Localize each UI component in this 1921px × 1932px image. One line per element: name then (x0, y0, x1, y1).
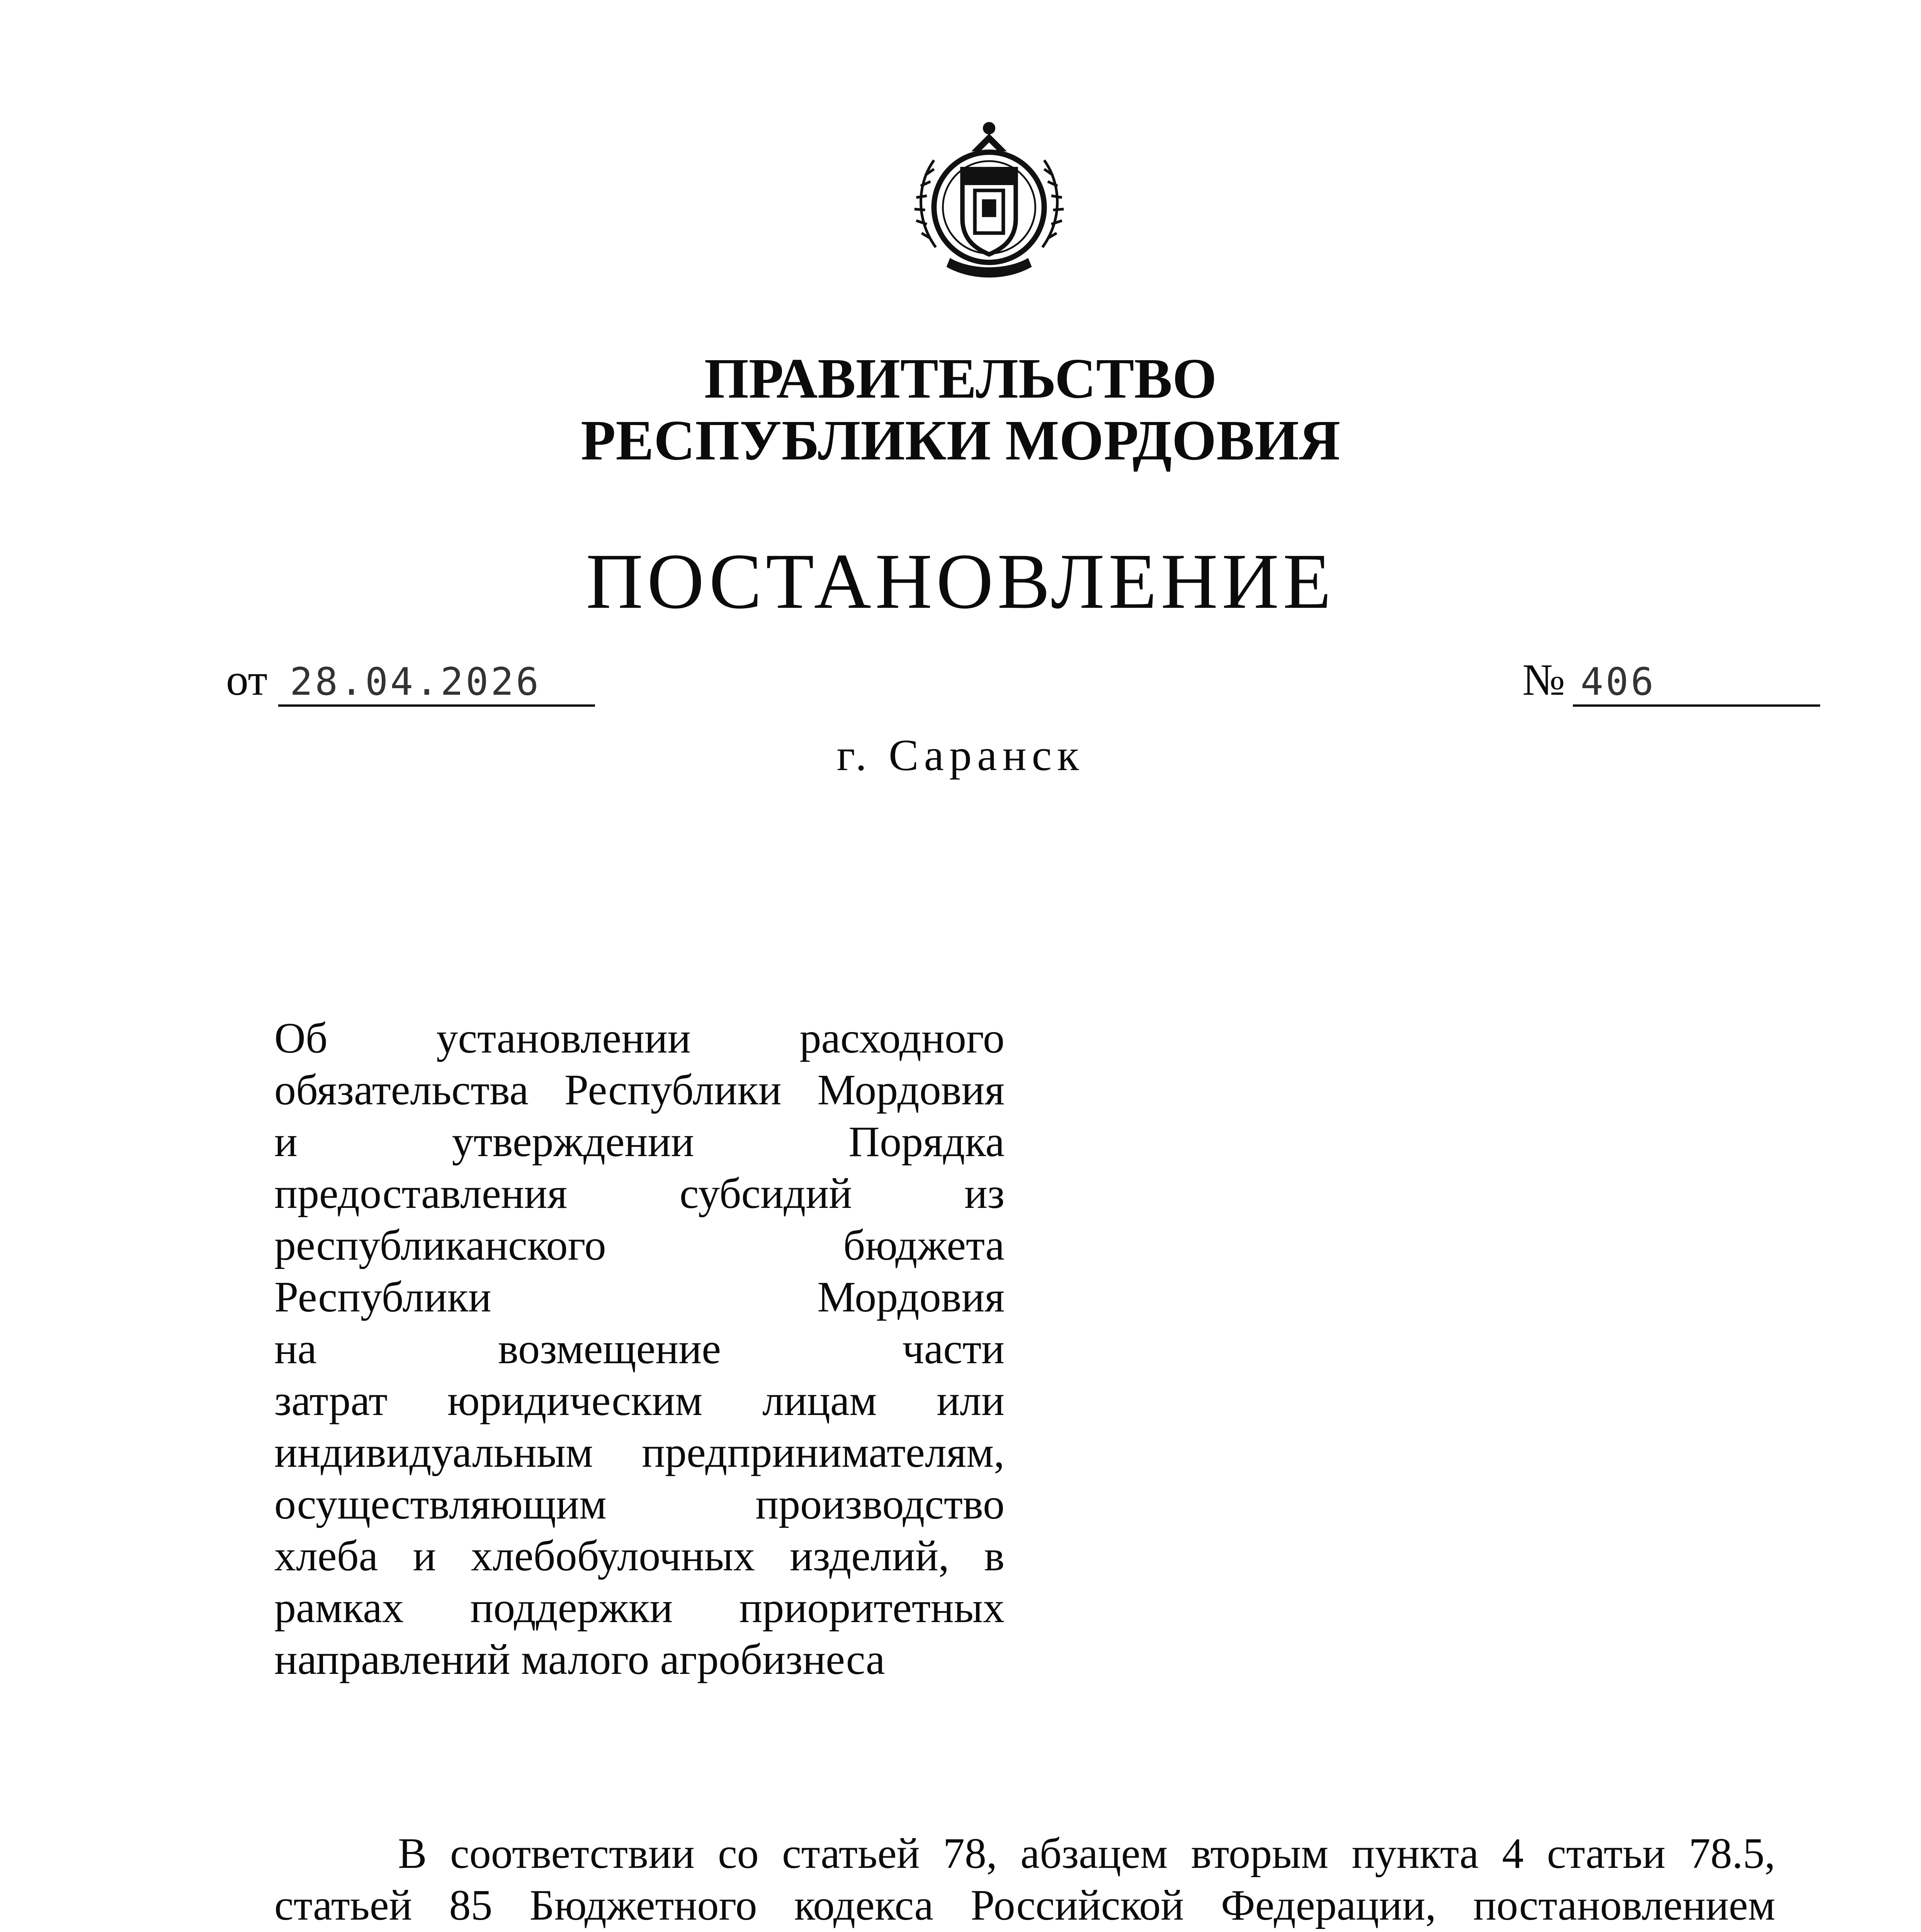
city: г. Саранск (836, 731, 1085, 780)
document-title (274, 1012, 1005, 1685)
number-label: № (1522, 655, 1565, 705)
document-date (226, 653, 595, 709)
title-line: осуществляющим производство (274, 1480, 1005, 1528)
title-line: Об установлении расходного (274, 1014, 1005, 1062)
title-line: предоставления субсидий из (274, 1170, 1005, 1218)
title-line: рамках поддержки приоритетных (274, 1584, 1005, 1632)
title-line: Республики Мордовия (274, 1273, 1005, 1321)
document-type: ПОСТАНОВЛЕНИЕ (586, 537, 1335, 625)
title-line: и утверждении Порядка (274, 1118, 1005, 1166)
document-body (274, 1828, 1775, 1932)
title-line: индивидуальным предпринимателям, (274, 1429, 1005, 1476)
title-line: обязательства Республики Мордовия (274, 1066, 1005, 1114)
title-line: хлеба и хлебобулочных изделий, в (274, 1532, 1005, 1580)
title-line: затрат юридическим лицам или (274, 1377, 1005, 1425)
title-line: республиканского бюджета (274, 1221, 1005, 1269)
date-value: 28.04.2026 (278, 655, 595, 709)
issuer-line-2: РЕСПУБЛИКИ МОРДОВИЯ (581, 409, 1340, 472)
title-line: направлений малого агробизнеса (274, 1636, 885, 1684)
title-line: на возмещение части (274, 1325, 1005, 1373)
issuer-line-1: ПРАВИТЕЛЬСТВО (704, 347, 1217, 410)
date-label: от (226, 655, 268, 705)
coat-of-arms-icon (900, 112, 1078, 294)
document-number (1522, 653, 1820, 709)
preamble-text: В соответствии со статьей 78, абзацем вторым пункта 4 статьи 78.5, статьей 85 Бюджетного кодекса Российской Федерации, постановлением (274, 1830, 1775, 1929)
number-value: 406 (1573, 655, 1820, 709)
preamble-paragraph (274, 1828, 1775, 1932)
